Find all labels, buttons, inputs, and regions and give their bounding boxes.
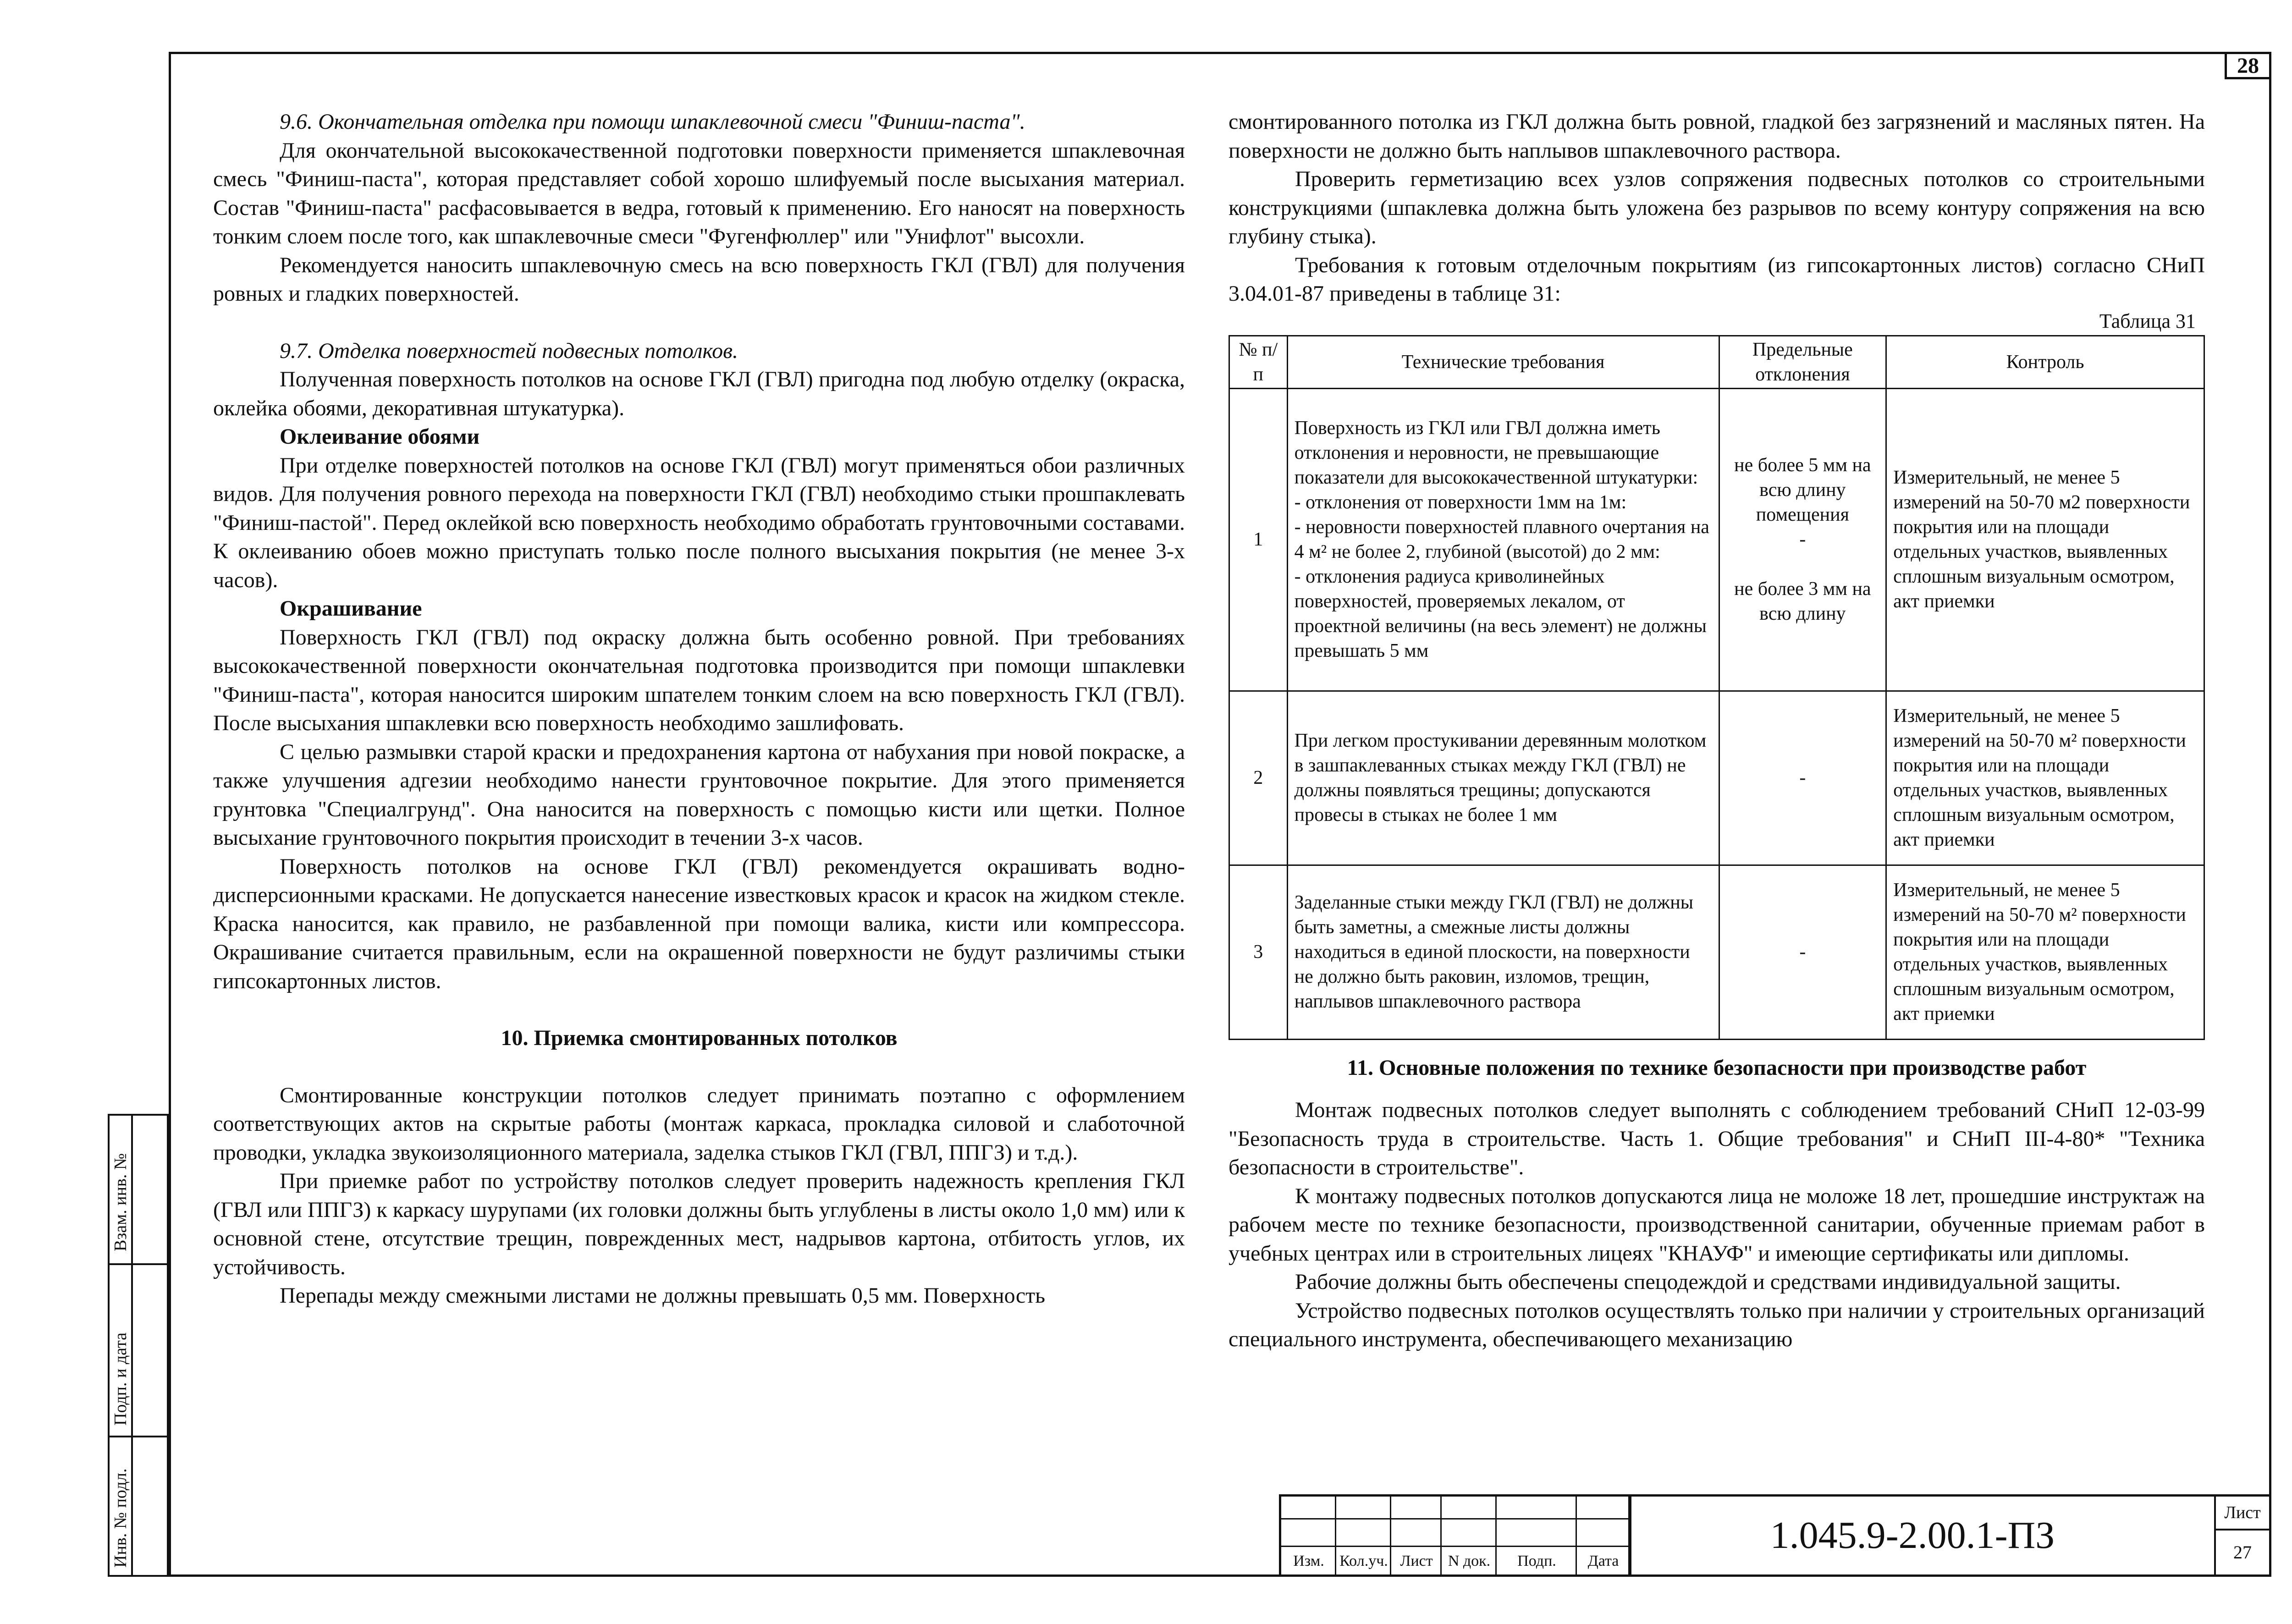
row-deviation: не более 5 мм на всю длину помещения - не более 3 мм на всю длину — [1719, 388, 1886, 691]
section-11-paragraph-4: Устройство подвесных потолков осуществлять только при наличии у строительных организаций специального инструмента, обеспечивающего механизацию — [1229, 1298, 2205, 1351]
section-9-7-title: 9.7. Отделка поверхностей подвесных потолков. — [280, 338, 738, 363]
document-code: 1.045.9-2.00.1-ПЗ — [1630, 1497, 2193, 1574]
row-number: 3 — [1229, 865, 1288, 1039]
row-requirement: Поверхность из ГКЛ или ГВЛ должна иметь отклонения и неровности, не превышающие показатели для высококачественной штукатурки: - отклонения от поверхности 1мм на 1м: - неровности поверхностей плавного очертания на 4 м² не более 2, глубиной (высотой) до 2 мм: - отклонения радиуса криволинейных поверхностей, проверяемых лекалом, от проектной величины (на весь элемент) не должны превышать 5 мм — [1287, 388, 1719, 691]
section-9-6-paragraph-2: Рекомендуется наносить шпаклевочную смесь на всю поверхность ГКЛ (ГВЛ) для получения ровных и гладких поверхностей. — [213, 253, 1185, 306]
section-10-paragraph-1: Смонтированные конструкции потолков следует принимать поэтапно с оформлением соответствующих актов на скрытые работы (монтаж каркаса, прокладка силовой и слаботочной проводки, укладка звукоизоляционного материала, заделка стыков ГКЛ (ГВЛ, ППГЗ) и т.д.). — [213, 1083, 1185, 1165]
table-row — [1229, 865, 2204, 1039]
sheet-box — [2214, 1497, 2269, 1574]
col-signature: Подп. — [1517, 1552, 1556, 1569]
title-block — [1279, 1494, 2271, 1577]
section-10-paragraph-3: Перепады между смежными листами не должны превышать 0,5 мм. Поверхность — [280, 1283, 1046, 1308]
sheet-label: Лист — [2216, 1497, 2269, 1530]
col-doc-number: N док. — [1448, 1552, 1491, 1569]
requirements-paragraph: Требования к готовым отделочным покрытиям (из гипсокартонных листов) согласно СНиП 3.04.01-87 приведены в таблице 31: — [1229, 253, 2205, 306]
vertical-stamp — [108, 1114, 169, 1577]
stamp-box — [131, 1436, 169, 1577]
row-control: Измерительный, не менее 5 измерений на 50-70 м² поверхности покрытия или на площади отдельных участков, выявленных сплошным визуальным осмотром, акт приемки — [1886, 691, 2204, 865]
col-date: Дата — [1587, 1552, 1619, 1569]
subheading-painting: Окрашивание — [280, 596, 422, 621]
table-header-row — [1229, 336, 2204, 388]
table-row — [1229, 388, 2204, 691]
page-number-top: 28 — [2225, 52, 2271, 79]
col-count: Кол.уч. — [1339, 1552, 1388, 1569]
section-11-paragraph-1: Монтаж подвесных потолков следует выполнять с соблюдением требований СНиП 12-03-99 "Безопасность труда в строительстве. Часть 1. Общие требования" и СНиП III-4-80* "Техника безопасности в строительстве". — [1229, 1098, 2205, 1179]
table-caption: Таблица 31 — [2099, 309, 2196, 332]
continuation-paragraph: смонтированного потолка из ГКЛ должна быть ровной, гладкой без загрязнений и масляных пятен. На поверхности не должно быть наплывов шпаклевочного раствора. — [1229, 110, 2205, 163]
header-deviations: Предельные отклонения — [1719, 336, 1886, 388]
requirements-table — [1229, 335, 2205, 1040]
table-row — [1229, 691, 2204, 865]
row-deviation: - — [1719, 865, 1886, 1039]
section-11-title: 11. Основные положения по технике безопасности при производстве работ — [1347, 1055, 2087, 1080]
header-control: Контроль — [1886, 336, 2204, 388]
painting-paragraph-2: С целью размывки старой краски и предохранения картона от набухания при новой покраске, а также улучшения адгезии необходимо нанести грунтовочное покрытие. Для этого применяется грунтовка "Специалгрунд". Она наносится на поверхность с помощью кисти или щетки. Полное высыхание грунтовочного покрытия происходит в течении 3-х часов. — [213, 739, 1185, 850]
stamp-label-original-inv: Инв. № подл. — [111, 1468, 130, 1568]
section-10-title: 10. Приемка смонтированных потолков — [501, 1026, 898, 1050]
col-change: Изм. — [1293, 1552, 1324, 1569]
header-number: № п/п — [1229, 336, 1288, 388]
painting-paragraph-3: Поверхность потолков на основе ГКЛ (ГВЛ) рекомендуется окрашивать водно-дисперсионными красками. Не допускается нанесение известковых красок и красок на жидком стекле. Краска наносится, как правило, не разбавленной при помощи валика, кисти или компрессора. Окрашивание считается правильным, если на окрашенной поверхности не будут различимы стыки гипсокартонных листов. — [213, 854, 1185, 993]
section-9-6-paragraph-1: Для окончательной высококачественной подготовки поверхности применяется шпаклевочная смесь "Финиш-паста", которая представляет собой хорошо шлифуемый после высыхания материал. Состав "Финиш-паста" расфасовывается в ведра, готовый к применению. Его наносят на поверхность тонким слоем после того, как шпаклевочные смеси "Фугенфюллер" или "Унифлот" высохли. — [213, 138, 1185, 248]
row-requirement: При легком простукивании деревянным молотком в зашпаклеванных стыках между ГКЛ (ГВЛ) не должны появляться трещины; допускаются провесы в стыках не более 1 мм — [1287, 691, 1719, 865]
row-requirement: Заделанные стыки между ГКЛ (ГВЛ) не должны быть заметны, а смежные листы должны находиться в единой плоскости, на поверхности не должно быть раковин, изломов, трещин, наплывов шпаклевочного раствора — [1287, 865, 1719, 1039]
stamp-label-signature-date: Подп. и дата — [111, 1332, 130, 1426]
row-number: 2 — [1229, 691, 1288, 865]
section-11-paragraph-2: К монтажу подвесных потолков допускаются лица не моложе 18 лет, прошедшие инструктаж на рабочем месте по технике безопасности, производственной санитарии, обученные приемам работ в учебных центрах или в строительных лицеях "КНАУФ" и имеющие сертификаты или дипломы. — [1229, 1184, 2205, 1266]
header-requirements: Технические требования — [1287, 336, 1719, 388]
right-column — [1229, 108, 2205, 1354]
painting-paragraph-1: Поверхность ГКЛ (ГВЛ) под окраску должна быть особенно ровной. При требованиях высококачественной поверхности окончательная подготовка производится при помощи шпаклевки "Финиш-паста", которая наносится широким шпателем тонким слоем на всю поверхность ГКЛ (ГВЛ). После высыхания шпаклевки всю поверхность необходимо зашлифовать. — [213, 625, 1185, 735]
col-sheet: Лист — [1400, 1552, 1433, 1569]
section-11-paragraph-3: Рабочие должны быть обеспечены спецодеждой и средствами индивидуальной защиты. — [1295, 1270, 2121, 1294]
subheading-wallpaper: Оклеивание обоями — [280, 424, 480, 449]
stamp-box — [131, 1263, 169, 1437]
section-10-paragraph-2: При приемке работ по устройству потолков следует проверить надежность крепления ГКЛ (ГВЛ или ППГЗ) к каркасу шурупами (их головки должны быть углублены в листы около 1,0 мм) или к основной стене, отсутствие трещин, поврежденных мест, надрывов картона, отбитость углов, их устойчивость. — [213, 1169, 1185, 1279]
row-deviation: - — [1719, 691, 1886, 865]
left-column — [213, 108, 1185, 1310]
stamp-box — [131, 1114, 169, 1265]
sheet-number: 27 — [2233, 1542, 2252, 1563]
wallpaper-paragraph: При отделке поверхностей потолков на основе ГКЛ (ГВЛ) могут применяться обои различных видов. Для получения ровного перехода на поверхности ГКЛ (ГВЛ) необходимо стыки прошпаклевать "Финиш-пастой". Перед оклейкой всю поверхность необходимо обработать грунтовочными составами. К оклеиванию обоев можно приступать только после полного высыхания покрытия (не менее 3-х часов). — [213, 453, 1185, 592]
row-control: Измерительный, не менее 5 измерений на 50-70 м² поверхности покрытия или на площади отдельных участков, выявленных сплошным визуальным осмотром, акт приемки — [1886, 865, 2204, 1039]
section-9-6-title: 9.6. Окончательная отделка при помощи шпаклевочной смеси "Финиш-паста". — [280, 110, 1025, 134]
section-9-7-paragraph-1: Полученная поверхность потолков на основе ГКЛ (ГВЛ) пригодна под любую отделку (окраска, оклейка обоями, декоративная штукатурка). — [213, 367, 1185, 420]
sealing-paragraph: Проверить герметизацию всех узлов сопряжения подвесных потолков со строительными конструкциями (шпаклевка должна быть уложена без разрывов по всему контуру сопряжения на всю глубину стыка). — [1229, 167, 2205, 248]
row-number: 1 — [1229, 388, 1288, 691]
revision-grid — [1281, 1497, 1630, 1574]
stamp-label-replacement-inv: Взам. инв. № — [111, 1153, 130, 1251]
row-control: Измерительный, не менее 5 измерений на 50-70 м2 поверхности покрытия или на площади отдельных участков, выявленных сплошным визуальным осмотром, акт приемки — [1886, 388, 2204, 691]
